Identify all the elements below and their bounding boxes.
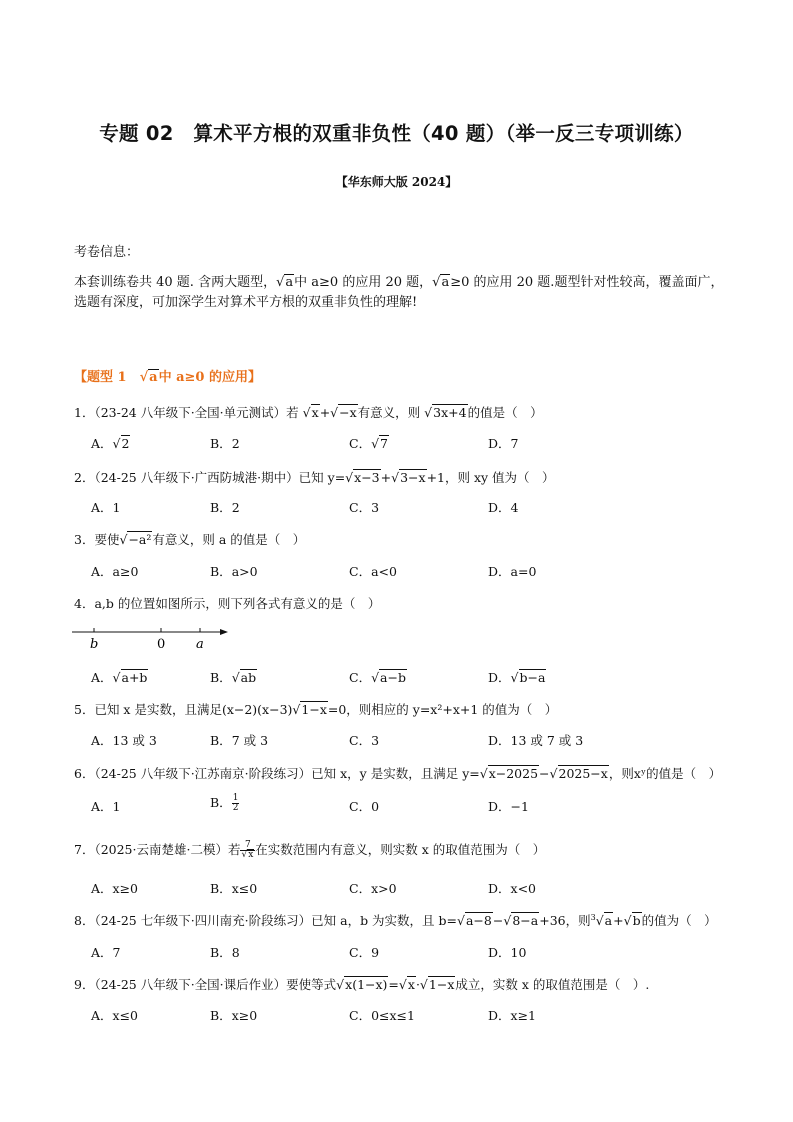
option-d[interactable] — [488, 797, 529, 815]
option-letter: B． — [210, 881, 232, 896]
option-letter: A． — [91, 881, 113, 896]
info-sqrt-a-2: a — [441, 275, 450, 290]
option-letter: D． — [488, 670, 511, 685]
option-radicand: b−a — [519, 670, 546, 685]
option-text: a>0 — [231, 564, 258, 579]
radicand: −x — [339, 405, 357, 420]
option-letter: D． — [488, 733, 511, 748]
question-text: （24-25 八年级下·江苏南京·阶段练习）已知 x，y 是实数，且满足 y= — [94, 766, 480, 781]
operator: = — [388, 977, 399, 992]
radicand: x — [248, 850, 254, 860]
option-letter: D． — [488, 500, 511, 515]
question-number: 2． — [74, 470, 95, 485]
info-body-part3: ≥0 的应用 20 题.题型针对性较高，覆盖面广，选题有深度，可加深学生对算术平方根的双重非负性的理解! — [74, 275, 724, 310]
option-b[interactable] — [210, 434, 240, 452]
fraction — [240, 841, 255, 860]
option-a[interactable] — [91, 879, 138, 897]
question-text: 有意义，则 — [357, 405, 421, 420]
option-text: 13 或 3 — [112, 733, 157, 748]
question-text: 成立，实数 x 的取值范围是（ ）. — [455, 977, 650, 992]
question-text: +36，则 — [539, 913, 591, 928]
question-text: 要使 — [94, 532, 120, 547]
info-heading: 考卷信息： — [74, 245, 140, 260]
option-letter: A． — [91, 945, 113, 960]
section-rest: 中 a≥0 的应用】 — [158, 370, 261, 385]
question-number: 7． — [74, 842, 95, 857]
option-text: 7 — [112, 945, 121, 960]
info-body: 本套训练卷共 40 题. 含两大题型，√a中 a≥0 的应用 20 题，√a≥0 的应用 20 题.题型针对性较高，覆盖面广，选题有深度，可加深学生对算术平方根的双重非负性的理解! — [74, 275, 724, 310]
option-letter: B． — [210, 795, 232, 810]
radicand: x — [311, 405, 319, 420]
option-letter: C． — [349, 1008, 372, 1023]
question-7 — [74, 840, 545, 860]
section-radicand: a — [149, 370, 158, 385]
option-text: −1 — [510, 799, 529, 814]
option-letter: C． — [349, 945, 372, 960]
numerator: 1 — [232, 793, 239, 803]
label-b: b — [90, 637, 99, 652]
option-letter: B． — [210, 564, 232, 579]
question-text: 的值是（ ） — [467, 405, 543, 420]
option-letter: B． — [210, 733, 232, 748]
radicand: −a² — [128, 532, 152, 547]
option-text: x≥1 — [510, 1008, 537, 1023]
option-b[interactable] — [210, 498, 240, 516]
operator: · — [415, 977, 420, 992]
operator: + — [380, 470, 392, 485]
option-letter: A． — [91, 670, 113, 685]
option-text: 2 — [231, 436, 240, 451]
question-text: =0，则相应的 y=x²+x+1 的值为（ ） — [327, 702, 558, 717]
question-text: （24-25 八年级下·广西防城港·期中）已知 y= — [94, 470, 346, 485]
option-letter: D． — [488, 1008, 511, 1023]
numerator: 7 — [240, 841, 255, 851]
option-c[interactable] — [349, 943, 379, 961]
option-letter: D． — [488, 799, 511, 814]
option-letter: C． — [349, 500, 372, 515]
question-text: 在实数范围内有意义，则实数 x 的取值范围为（ ） — [255, 842, 546, 857]
operator: + — [613, 913, 624, 928]
radicand: a−8 — [465, 913, 492, 928]
radicand: x(1−x) — [345, 977, 388, 992]
option-d[interactable] — [488, 731, 583, 749]
label-zero: 0 — [157, 637, 166, 652]
question-number: 9． — [74, 977, 95, 992]
option-b[interactable] — [210, 1006, 257, 1024]
radicand: 1−x — [428, 977, 455, 992]
option-c[interactable] — [349, 1006, 415, 1024]
denominator: 2 — [232, 803, 239, 813]
option-text: 0≤x≤1 — [371, 1008, 415, 1023]
option-text: x≥0 — [231, 1008, 258, 1023]
option-letter: B． — [210, 670, 232, 685]
option-a[interactable]: A．√2 — [91, 436, 130, 451]
option-text: x>0 — [371, 881, 397, 896]
option-letter: B． — [210, 945, 232, 960]
radicand: x−2025 — [488, 766, 539, 781]
radicand: b — [632, 913, 641, 928]
question-text: 有意义，则 a 的值是（ ） — [152, 532, 306, 547]
option-letter: D． — [488, 881, 511, 896]
option-text: x≤0 — [112, 1008, 139, 1023]
question-text: 已知 x 是实数，且满足(x−2)(x−3) — [94, 702, 293, 717]
option-text: 1 — [112, 799, 121, 814]
option-radicand: 7 — [380, 436, 388, 451]
option-d[interactable]: D．√b−a — [488, 670, 546, 685]
info-body-part1: 本套训练卷共 40 题. 含两大题型， — [74, 275, 277, 290]
option-c[interactable]: C．√a−b — [349, 670, 406, 685]
option-letter: D． — [488, 945, 511, 960]
option-d[interactable] — [488, 1006, 536, 1024]
option-a[interactable]: A．√a+b — [91, 670, 148, 685]
question-5: 5．已知 x 是实数，且满足(x−2)(x−3)√1−x=0，则相应的 y=x²+x+1 的值为（ ） — [74, 702, 558, 717]
radicand: 3−x — [400, 470, 426, 485]
option-letter: C． — [349, 733, 372, 748]
operator: − — [539, 766, 550, 781]
option-text: 7 — [510, 436, 519, 451]
option-a[interactable] — [91, 797, 120, 815]
option-letter: A． — [91, 733, 113, 748]
option-b[interactable] — [210, 943, 240, 961]
option-letter: B． — [210, 436, 232, 451]
option-letter: B． — [210, 500, 232, 515]
option-text: 3 — [371, 500, 380, 515]
option-text: a≥0 — [112, 564, 139, 579]
question-4 — [74, 594, 380, 612]
option-radicand: ab — [240, 670, 257, 685]
option-letter: D． — [488, 564, 511, 579]
question-text: +1，则 xy 值为（ ） — [426, 470, 555, 485]
question-9: 9．（24-25 八年级下·全国·课后作业）要使等式√x(1−x)=√x·√1−x成立，实数 x 的取值范围是（ ）. — [74, 977, 650, 992]
radicand: x — [407, 977, 415, 992]
option-d[interactable] — [488, 879, 536, 897]
option-radicand: a−b — [380, 670, 406, 685]
option-text: 13 或 7 或 3 — [510, 733, 584, 748]
option-text: x≥0 — [112, 881, 139, 896]
radicand: 1−x — [301, 702, 327, 717]
option-text: x≤0 — [231, 881, 258, 896]
option-letter: C． — [349, 564, 372, 579]
option-d[interactable] — [488, 498, 518, 516]
operator: + — [319, 405, 331, 420]
question-2: 2．（24-25 八年级下·广西防城港·期中）已知 y=√x−3+√3−x+1，则 xy 值为（ ） — [74, 470, 555, 485]
option-c[interactable] — [349, 797, 379, 815]
option-text: a<0 — [371, 564, 397, 579]
option-letter: C． — [349, 881, 372, 896]
option-text: 7 或 3 — [231, 733, 269, 748]
option-a[interactable] — [91, 1006, 138, 1024]
section-heading-1: 【题型 1 √a中 a≥0 的应用】 — [74, 370, 261, 385]
fraction — [232, 794, 240, 813]
question-text: ，则xʸ的值是（ ） — [608, 766, 722, 781]
option-b[interactable] — [210, 793, 239, 813]
option-text: 3 — [371, 733, 380, 748]
info-sqrt-a: a — [285, 275, 294, 290]
question-text: 的值为（ ） — [641, 913, 717, 928]
option-letter: B． — [210, 1008, 232, 1023]
option-b[interactable] — [210, 562, 258, 580]
radicand: 3x+4 — [433, 405, 467, 420]
option-c[interactable]: C．√7 — [349, 436, 388, 451]
question-text: （24-25 七年级下·四川南充·阶段练习）已知 a，b 为实数，且 b= — [94, 913, 458, 928]
option-text: a=0 — [510, 564, 537, 579]
number-line-figure — [70, 620, 240, 654]
question-number: 1． — [74, 405, 95, 420]
option-text: 9 — [371, 945, 380, 960]
question-number: 6． — [74, 766, 95, 781]
option-c[interactable] — [349, 879, 397, 897]
option-text: x<0 — [510, 881, 537, 896]
question-8: 8．（24-25 七年级下·四川南充·阶段练习）已知 a，b 为实数，且 b=√a−8−√8−a+36，则$^3$√a+√b的值为（ ） — [74, 912, 717, 928]
radicand: 2025−x — [558, 766, 608, 781]
option-letter: A． — [91, 564, 113, 579]
option-b[interactable] — [210, 879, 257, 897]
question-number: 4． — [74, 596, 95, 611]
option-letter: A． — [91, 1008, 113, 1023]
question-1: 1．（23-24 八年级下·全国·单元测试）若 √x+√−x有意义，则 √3x+4的值是（ ） — [74, 405, 543, 420]
option-text: 10 — [510, 945, 527, 960]
edition-label: 【华东师大版 2024】 — [335, 175, 458, 189]
question-number: 5． — [74, 702, 95, 717]
info-body-part2: 中 a≥0 的应用 20 题， — [294, 275, 433, 290]
radicand: 8−a — [512, 913, 539, 928]
option-radicand: a+b — [121, 670, 148, 685]
radicand: a — [604, 913, 613, 928]
option-letter: A． — [91, 500, 113, 515]
question-text: （24-25 八年级下·全国·课后作业）要使等式 — [94, 977, 337, 992]
question-text: （23-24 八年级下·全国·单元测试）若 — [94, 405, 299, 420]
arrow-right-icon — [220, 629, 228, 635]
option-a[interactable] — [91, 943, 120, 961]
question-number: 3． — [74, 532, 95, 547]
option-radicand: 2 — [121, 436, 130, 451]
option-a[interactable] — [91, 562, 138, 580]
page-title: 专题 02 算术平方根的双重非负性（40 题）（举一反三专项训练） — [99, 122, 694, 145]
option-a[interactable] — [91, 498, 120, 516]
option-text: 8 — [231, 945, 240, 960]
option-d[interactable] — [488, 434, 518, 452]
question-number: 8． — [74, 913, 95, 928]
label-a: a — [196, 637, 204, 652]
option-text: 1 — [112, 500, 121, 515]
option-text: 0 — [371, 799, 380, 814]
denominator: √x — [241, 850, 254, 860]
option-d[interactable] — [488, 562, 536, 580]
option-d[interactable] — [488, 943, 526, 961]
question-3: 3．要使√−a²有意义，则 a 的值是（ ） — [74, 532, 306, 547]
option-text: 2 — [231, 500, 240, 515]
option-letter: C． — [349, 436, 372, 451]
option-b[interactable]: B．√ab — [210, 670, 257, 685]
option-letter: D． — [488, 436, 511, 451]
option-letter: A． — [91, 436, 113, 451]
question-6: 6．（24-25 八年级下·江苏南京·阶段练习）已知 x，y 是实数，且满足 y=√x−2025−√2025−x，则xʸ的值是（ ） — [74, 766, 722, 781]
section-label: 【题型 1 — [74, 370, 127, 385]
option-letter: C． — [349, 670, 372, 685]
question-text: a,b 的位置如图所示，则下列各式有意义的是（ ） — [94, 596, 381, 611]
option-c[interactable] — [349, 562, 397, 580]
option-b[interactable] — [210, 731, 268, 749]
question-text: （2025·云南楚雄·二模）若 — [94, 842, 241, 857]
operator: − — [492, 913, 504, 928]
option-letter: A． — [91, 799, 113, 814]
option-a[interactable] — [91, 731, 157, 749]
option-c[interactable] — [349, 731, 379, 749]
option-letter: C． — [349, 799, 372, 814]
option-text: 4 — [510, 500, 519, 515]
cube-root-index: 3 — [590, 912, 596, 922]
option-c[interactable] — [349, 498, 379, 516]
radicand: x−3 — [354, 470, 380, 485]
